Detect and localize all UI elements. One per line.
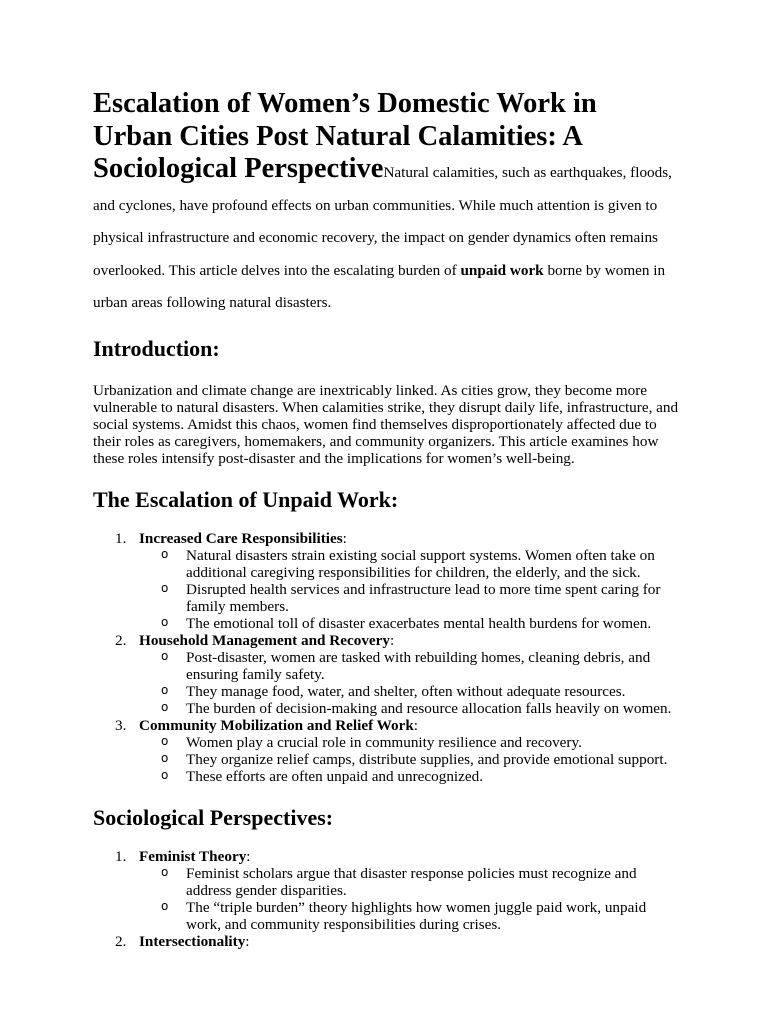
sociological-list [93,848,683,950]
list-item-number: 3. [115,716,127,734]
sub-list-item [139,683,683,700]
section-heading-escalation: The Escalation of Unpaid Work: [93,486,399,512]
list-item [93,632,683,717]
sub-list [139,865,683,933]
lead-text-after: borne by women in urban areas following natural disasters. [93,261,666,311]
sub-list-item-text: Disrupted health services and infrastructure lead to more time spent caring for family members. [186,580,661,615]
sub-list-item [139,547,683,581]
list-item-label: Feminist Theory [139,847,247,865]
section-heading-introduction: Introduction: [93,335,220,361]
sub-list-item [139,649,683,683]
sub-list-item [139,768,683,785]
bullet-glyph: o [161,614,169,629]
label-colon: : [413,716,419,734]
list-item-label: Intersectionality [139,932,246,950]
label-colon: : [246,847,251,865]
label-colon: : [342,529,347,547]
sub-list-item-text: Post-disaster, women are tasked with rebuilding homes, cleaning debris, and ensuring family safety. [186,648,651,683]
bullet-glyph: o [161,648,169,663]
sub-list-item-text: The emotional toll of disaster exacerbates mental health burdens for women. [186,614,652,632]
list-item [93,530,683,632]
sub-list-item-text: Feminist scholars argue that disaster response policies must recognize and address gender disparities. [186,864,637,899]
bullet-glyph: o [161,864,169,879]
bullet-glyph: o [161,733,169,748]
list-item [93,848,683,933]
list-item-number: 1. [115,529,127,547]
list-item-number: 1. [115,847,127,865]
list-item-number: 2. [115,631,127,649]
sub-list-item [139,615,683,632]
label-colon: : [245,932,250,950]
sub-list-item [139,865,683,899]
bullet-glyph: o [161,750,169,765]
bullet-glyph: o [161,898,169,913]
list-item-label: Increased Care Responsibilities [139,529,343,547]
sub-list-item [139,700,683,717]
bullet-glyph: o [161,767,169,782]
lead-text-before: Natural calamities, such as earthquakes, floods, and cyclones, have profound effects on urban communities. While much attention is given to physical infrastructure and economic recovery, the impact on gender dynamics often remains overlooked. This article delves into the escalating burden of [93,164,672,279]
bullet-glyph: o [161,546,169,561]
lead-paragraph [93,164,672,311]
sub-list-item-text: They manage food, water, and shelter, often without adequate resources. [186,682,626,700]
sub-list-item-text: Natural disasters strain existing social support systems. Women often take on additional caregiving responsibilities for children, the elderly, and the sick. [186,546,655,581]
sub-list-item [139,734,683,751]
bullet-glyph: o [161,699,169,714]
document-page [93,88,683,950]
sub-list-item-text: These efforts are often unpaid and unrecognized. [186,767,484,785]
sub-list-item-text: They organize relief camps, distribute supplies, and provide emotional support. [186,750,668,768]
sub-list-item-text: Women play a crucial role in community resilience and recovery. [186,733,582,751]
list-item-label: Community Mobilization and Relief Work [139,716,414,734]
sub-list [139,547,683,632]
list-item [93,933,683,950]
document-title [93,88,683,316]
list-item [93,717,683,785]
document-title-text: Escalation of Women’s Domestic Work in Urban Cities Post Natural Calamities: A Sociological Perspective [93,88,597,184]
lead-text-bold: unpaid work [460,261,544,279]
bullet-glyph: o [161,580,169,595]
introduction-paragraph: Urbanization and climate change are inextricably linked. As cities grow, they become more vulnerable to natural disasters. When calamities strike, they disrupt daily life, infrastructure, and social systems. Amidst this chaos, women find themselves disproportionately affected due to their roles as caregivers, homemakers, and community organizers. This article examines how these roles intensify post-disaster and the implications for women’s well-being. [93,381,679,467]
list-item-number: 2. [115,932,127,950]
section-heading-sociological: Sociological Perspectives: [93,804,334,830]
sub-list [139,649,683,717]
sub-list-item [139,581,683,615]
escalation-list [93,530,683,785]
sub-list-item-text: The “triple burden” theory highlights how women juggle paid work, unpaid work, and community responsibilities during crises. [186,898,647,933]
bullet-glyph: o [161,682,169,697]
list-item-label: Household Management and Recovery [139,631,391,649]
sub-list [139,734,683,785]
label-colon: : [390,631,395,649]
sub-list-item [139,899,683,933]
sub-list-item-text: The burden of decision-making and resource allocation falls heavily on women. [186,699,672,717]
sub-list-item [139,751,683,768]
